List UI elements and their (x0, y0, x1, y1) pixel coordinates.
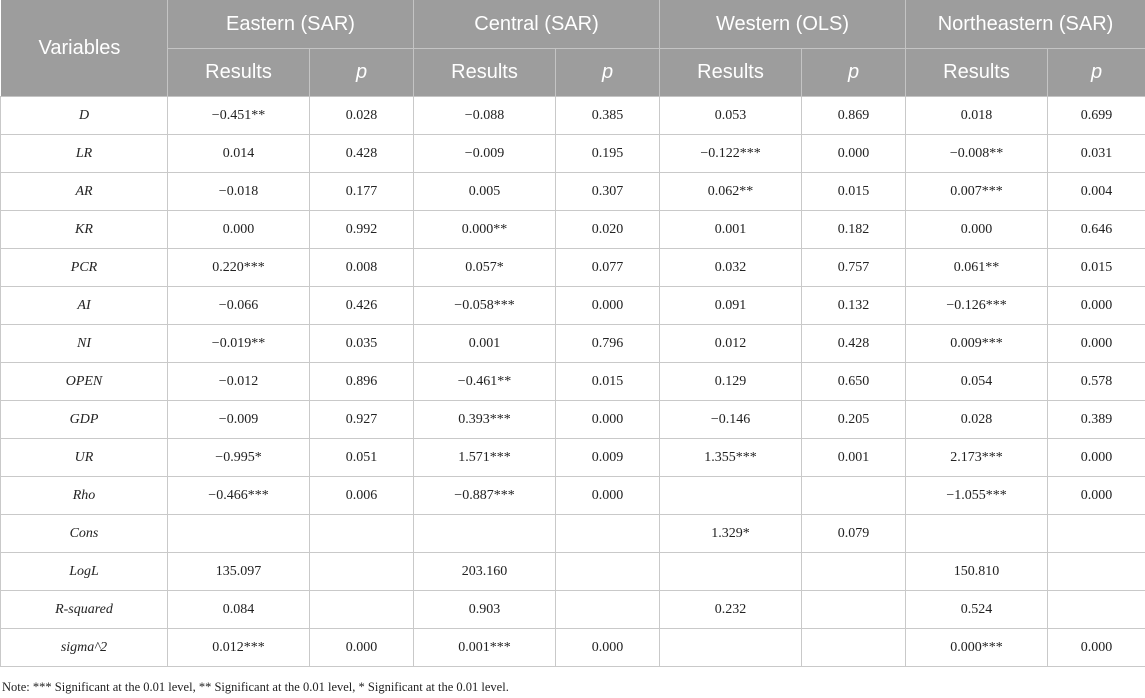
table-row (1, 515, 1145, 553)
p-value-cell: 0.001 (802, 439, 906, 477)
p-value-cell: 0.051 (310, 439, 414, 477)
table-row (1, 591, 1145, 629)
results-header: Results (660, 49, 802, 97)
result-cell: −0.887*** (414, 477, 556, 515)
result-cell: −0.012 (168, 363, 310, 401)
results-header: Results (414, 49, 556, 97)
result-cell: 0.012*** (168, 629, 310, 667)
result-cell: 0.001 (660, 211, 802, 249)
table-row (1, 287, 1145, 325)
group-header-western: Western (OLS) (660, 0, 906, 49)
group-header-central: Central (SAR) (414, 0, 660, 49)
p-value-cell: 0.035 (310, 325, 414, 363)
result-cell: 1.329* (660, 515, 802, 553)
table-row (1, 363, 1145, 401)
p-value-cell (310, 515, 414, 553)
p-value-cell (1048, 553, 1145, 591)
p-value-cell: 0.428 (802, 325, 906, 363)
result-cell: 0.053 (660, 97, 802, 135)
result-cell: 0.000*** (906, 629, 1048, 667)
result-cell (660, 477, 802, 515)
variable-name-cell: LogL (1, 553, 168, 591)
result-cell: −0.146 (660, 401, 802, 439)
p-value-cell (310, 591, 414, 629)
p-header: p (802, 49, 906, 97)
p-value-cell: 0.426 (310, 287, 414, 325)
result-cell: −0.126*** (906, 287, 1048, 325)
result-cell: 0.062** (660, 173, 802, 211)
p-value-cell (802, 629, 906, 667)
variable-name-cell: NI (1, 325, 168, 363)
p-value-cell: 0.385 (556, 97, 660, 135)
table-row (1, 401, 1145, 439)
result-cell: 1.571*** (414, 439, 556, 477)
result-cell: 0.057* (414, 249, 556, 287)
result-cell: −0.066 (168, 287, 310, 325)
p-value-cell (802, 553, 906, 591)
variable-name-cell: UR (1, 439, 168, 477)
result-cell: 0.000** (414, 211, 556, 249)
result-cell: 0.903 (414, 591, 556, 629)
results-header: Results (906, 49, 1048, 97)
variable-name-cell: KR (1, 211, 168, 249)
table-header (1, 0, 1145, 97)
p-value-cell: 0.000 (556, 287, 660, 325)
table-row (1, 439, 1145, 477)
result-cell: 0.001 (414, 325, 556, 363)
p-value-cell: 0.896 (310, 363, 414, 401)
result-cell: 0.000 (168, 211, 310, 249)
variable-name-cell: Rho (1, 477, 168, 515)
p-value-cell: 0.008 (310, 249, 414, 287)
p-value-cell: 0.031 (1048, 135, 1145, 173)
result-cell: 135.097 (168, 553, 310, 591)
result-cell: 0.009*** (906, 325, 1048, 363)
p-value-cell: 0.195 (556, 135, 660, 173)
result-cell: −0.009 (168, 401, 310, 439)
p-value-cell: 0.006 (310, 477, 414, 515)
p-value-cell: 0.578 (1048, 363, 1145, 401)
p-value-cell: 0.000 (1048, 477, 1145, 515)
p-header: p (1048, 49, 1145, 97)
p-value-cell (556, 553, 660, 591)
p-value-cell: 0.004 (1048, 173, 1145, 211)
result-cell: 2.173*** (906, 439, 1048, 477)
result-cell (660, 629, 802, 667)
p-value-cell: 0.132 (802, 287, 906, 325)
result-cell: 0.393*** (414, 401, 556, 439)
variable-name-cell: AI (1, 287, 168, 325)
p-value-cell: 0.177 (310, 173, 414, 211)
p-value-cell (1048, 515, 1145, 553)
variable-name-cell: GDP (1, 401, 168, 439)
p-value-cell (802, 591, 906, 629)
result-cell (414, 515, 556, 553)
result-cell: 0.054 (906, 363, 1048, 401)
p-value-cell: 0.389 (1048, 401, 1145, 439)
p-value-cell: 0.699 (1048, 97, 1145, 135)
p-value-cell: 0.000 (1048, 629, 1145, 667)
p-value-cell: 0.000 (1048, 439, 1145, 477)
variable-name-cell: OPEN (1, 363, 168, 401)
table-row (1, 173, 1145, 211)
p-value-cell: 0.000 (310, 629, 414, 667)
variable-name-cell: AR (1, 173, 168, 211)
p-value-cell (310, 553, 414, 591)
table-row (1, 477, 1145, 515)
result-cell (660, 553, 802, 591)
p-value-cell: 0.757 (802, 249, 906, 287)
p-value-cell: 0.927 (310, 401, 414, 439)
result-cell: 0.007*** (906, 173, 1048, 211)
table-row (1, 97, 1145, 135)
p-value-cell: 0.077 (556, 249, 660, 287)
result-cell: −0.009 (414, 135, 556, 173)
result-cell: 0.061** (906, 249, 1048, 287)
result-cell: −1.055*** (906, 477, 1048, 515)
result-cell: −0.995* (168, 439, 310, 477)
p-value-cell: 0.020 (556, 211, 660, 249)
result-cell: 0.028 (906, 401, 1048, 439)
result-cell: 0.014 (168, 135, 310, 173)
p-value-cell: 0.000 (802, 135, 906, 173)
p-value-cell: 0.992 (310, 211, 414, 249)
p-value-cell: 0.796 (556, 325, 660, 363)
p-value-cell: 0.000 (1048, 287, 1145, 325)
p-value-cell: 0.428 (310, 135, 414, 173)
p-value-cell: 0.000 (1048, 325, 1145, 363)
table-row (1, 629, 1145, 667)
p-value-cell: 0.646 (1048, 211, 1145, 249)
result-cell: 150.810 (906, 553, 1048, 591)
p-value-cell: 0.205 (802, 401, 906, 439)
variable-name-cell: R-squared (1, 591, 168, 629)
variable-name-cell: D (1, 97, 168, 135)
p-value-cell (802, 477, 906, 515)
p-value-cell: 0.182 (802, 211, 906, 249)
table-row (1, 325, 1145, 363)
result-cell: 0.005 (414, 173, 556, 211)
result-cell: −0.461** (414, 363, 556, 401)
p-value-cell: 0.000 (556, 477, 660, 515)
p-header: p (310, 49, 414, 97)
result-cell: 203.160 (414, 553, 556, 591)
p-value-cell: 0.000 (556, 401, 660, 439)
table-row (1, 553, 1145, 591)
result-cell: 0.220*** (168, 249, 310, 287)
result-cell (906, 515, 1048, 553)
result-cell: −0.122*** (660, 135, 802, 173)
result-cell: 0.232 (660, 591, 802, 629)
result-cell: 0.032 (660, 249, 802, 287)
result-cell: −0.451** (168, 97, 310, 135)
result-cell: −0.008** (906, 135, 1048, 173)
p-value-cell: 0.015 (1048, 249, 1145, 287)
result-cell: 0.524 (906, 591, 1048, 629)
results-header: Results (168, 49, 310, 97)
table-note: Note: *** Significant at the 0.01 level, ** Significant at the 0.01 level, * Significant at the 0.01 level. (2, 680, 509, 694)
group-header-eastern: Eastern (SAR) (168, 0, 414, 49)
p-value-cell: 0.869 (802, 97, 906, 135)
p-value-cell: 0.009 (556, 439, 660, 477)
result-cell: 0.012 (660, 325, 802, 363)
p-value-cell: 0.000 (556, 629, 660, 667)
p-value-cell (556, 515, 660, 553)
group-header-northeastern: Northeastern (SAR) (906, 0, 1145, 49)
result-cell: −0.466*** (168, 477, 310, 515)
table-row (1, 135, 1145, 173)
result-cell: 0.001*** (414, 629, 556, 667)
variable-name-cell: sigma^2 (1, 629, 168, 667)
p-value-cell: 0.307 (556, 173, 660, 211)
p-value-cell: 0.028 (310, 97, 414, 135)
result-cell: 0.129 (660, 363, 802, 401)
p-value-cell: 0.079 (802, 515, 906, 553)
result-cell: 1.355*** (660, 439, 802, 477)
p-value-cell: 0.650 (802, 363, 906, 401)
table-row (1, 211, 1145, 249)
result-cell: −0.058*** (414, 287, 556, 325)
p-value-cell (556, 591, 660, 629)
table-body (1, 97, 1145, 667)
result-cell: 0.091 (660, 287, 802, 325)
variable-name-cell: PCR (1, 249, 168, 287)
p-header: p (556, 49, 660, 97)
result-cell: 0.000 (906, 211, 1048, 249)
variable-name-cell: Cons (1, 515, 168, 553)
variables-header: Variables (1, 0, 168, 97)
result-cell: 0.084 (168, 591, 310, 629)
result-cell (168, 515, 310, 553)
result-cell: −0.088 (414, 97, 556, 135)
p-value-cell: 0.015 (802, 173, 906, 211)
result-cell: −0.019** (168, 325, 310, 363)
p-value-cell (1048, 591, 1145, 629)
result-cell: 0.018 (906, 97, 1048, 135)
p-value-cell: 0.015 (556, 363, 660, 401)
variable-name-cell: LR (1, 135, 168, 173)
table-row (1, 249, 1145, 287)
result-cell: −0.018 (168, 173, 310, 211)
